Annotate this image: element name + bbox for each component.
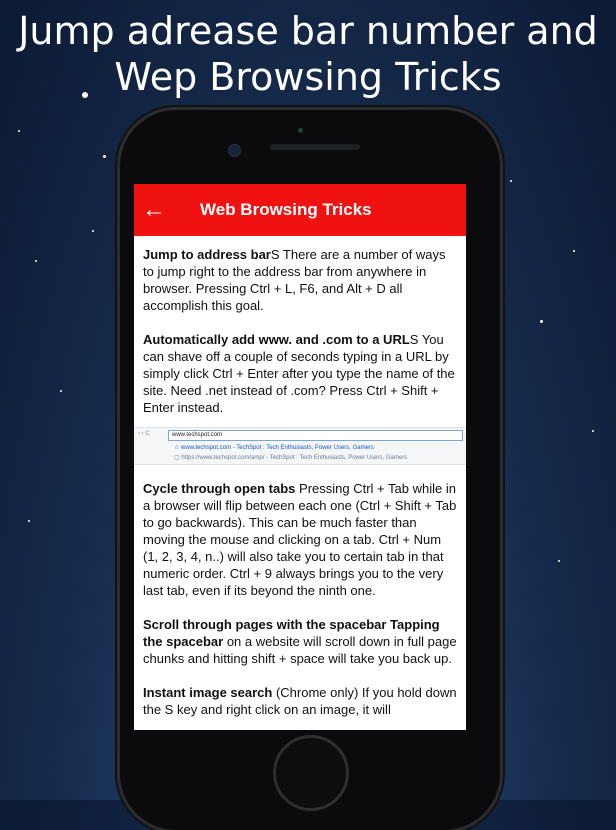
suggestion-row: ☆ www.techspot.com - TechSpot : Tech Enthusiasts, Power Users, Gamers — [174, 445, 374, 451]
browser-screenshot-image — [134, 427, 466, 465]
tip-paragraph — [143, 616, 458, 667]
star — [35, 260, 37, 262]
headline-line-2: Wep Browsing Tricks — [114, 55, 502, 99]
article-content — [134, 236, 466, 718]
arrow-left-icon[interactable]: ← — [142, 196, 166, 223]
tip-title: Jump to address bar — [143, 247, 271, 262]
star — [92, 230, 94, 232]
star — [18, 130, 20, 132]
app-screen — [134, 184, 466, 730]
headline-line-1: Jump adrease bar number and — [18, 9, 598, 53]
tip-paragraph — [143, 480, 458, 599]
tip-body: S You can shave off a couple of seconds typing in a URL by simply click Ctrl + Enter after you type the name of the site. Need .net instead of .com? Press Ctrl + Shift + Enter instead. — [143, 332, 455, 415]
star — [28, 520, 30, 522]
tip-paragraph — [143, 246, 458, 314]
tip-title: Automatically add www. and .com to a URL — [143, 332, 410, 347]
tip-title: Scroll through pages with the spacebar Tapping the spacebar — [143, 617, 440, 649]
star — [592, 430, 594, 432]
tip-paragraph — [143, 331, 458, 416]
front-camera — [228, 144, 241, 157]
star — [510, 180, 512, 182]
tip-title: Cycle through open tabs — [143, 481, 296, 496]
proximity-sensor — [298, 128, 303, 133]
star — [540, 320, 543, 323]
app-title: Web Browsing Tricks — [200, 200, 372, 219]
star — [558, 560, 560, 562]
promo-headline — [0, 8, 616, 100]
star — [60, 390, 62, 392]
tip-body: S There are a number of ways to jump right to the address bar from anywhere in browser. Pressing Ctrl + L, F6, and Alt + D all accomplish this goal. — [143, 247, 446, 313]
app-bar — [134, 184, 466, 236]
tip-body: (Chrome only) If you hold down the S key and right click on an image, it will — [143, 685, 457, 717]
earpiece-speaker — [270, 144, 360, 150]
star — [103, 155, 106, 158]
suggestion-row: ▢ https://www.techspot.com/amp/ - TechSpot : Tech Enthusiasts, Power Users, Gamers — [174, 455, 408, 461]
browser-nav-icons: ‹ › C — [138, 431, 150, 437]
tip-paragraph — [143, 684, 458, 718]
star — [573, 250, 575, 252]
tip-body: Pressing Ctrl + Tab while in a browser will flip between each one (Ctrl + Shift + Tab to go backwards). This can be much faster than moving the mouse and clicking on a tab. Ctrl + Num (1, 2, 3, 4, n..) will also take you to certain tab in that numeric order. Ctrl + 9 always brings you to the very last tab, even if its beyond the ninth one. — [143, 481, 457, 598]
tip-title: Instant image search — [143, 685, 273, 700]
tip-body: on a website will scroll down in full page chunks and hitting shift + space will take you back up. — [143, 634, 457, 666]
address-bar-text: www.techspot.com — [168, 430, 463, 441]
